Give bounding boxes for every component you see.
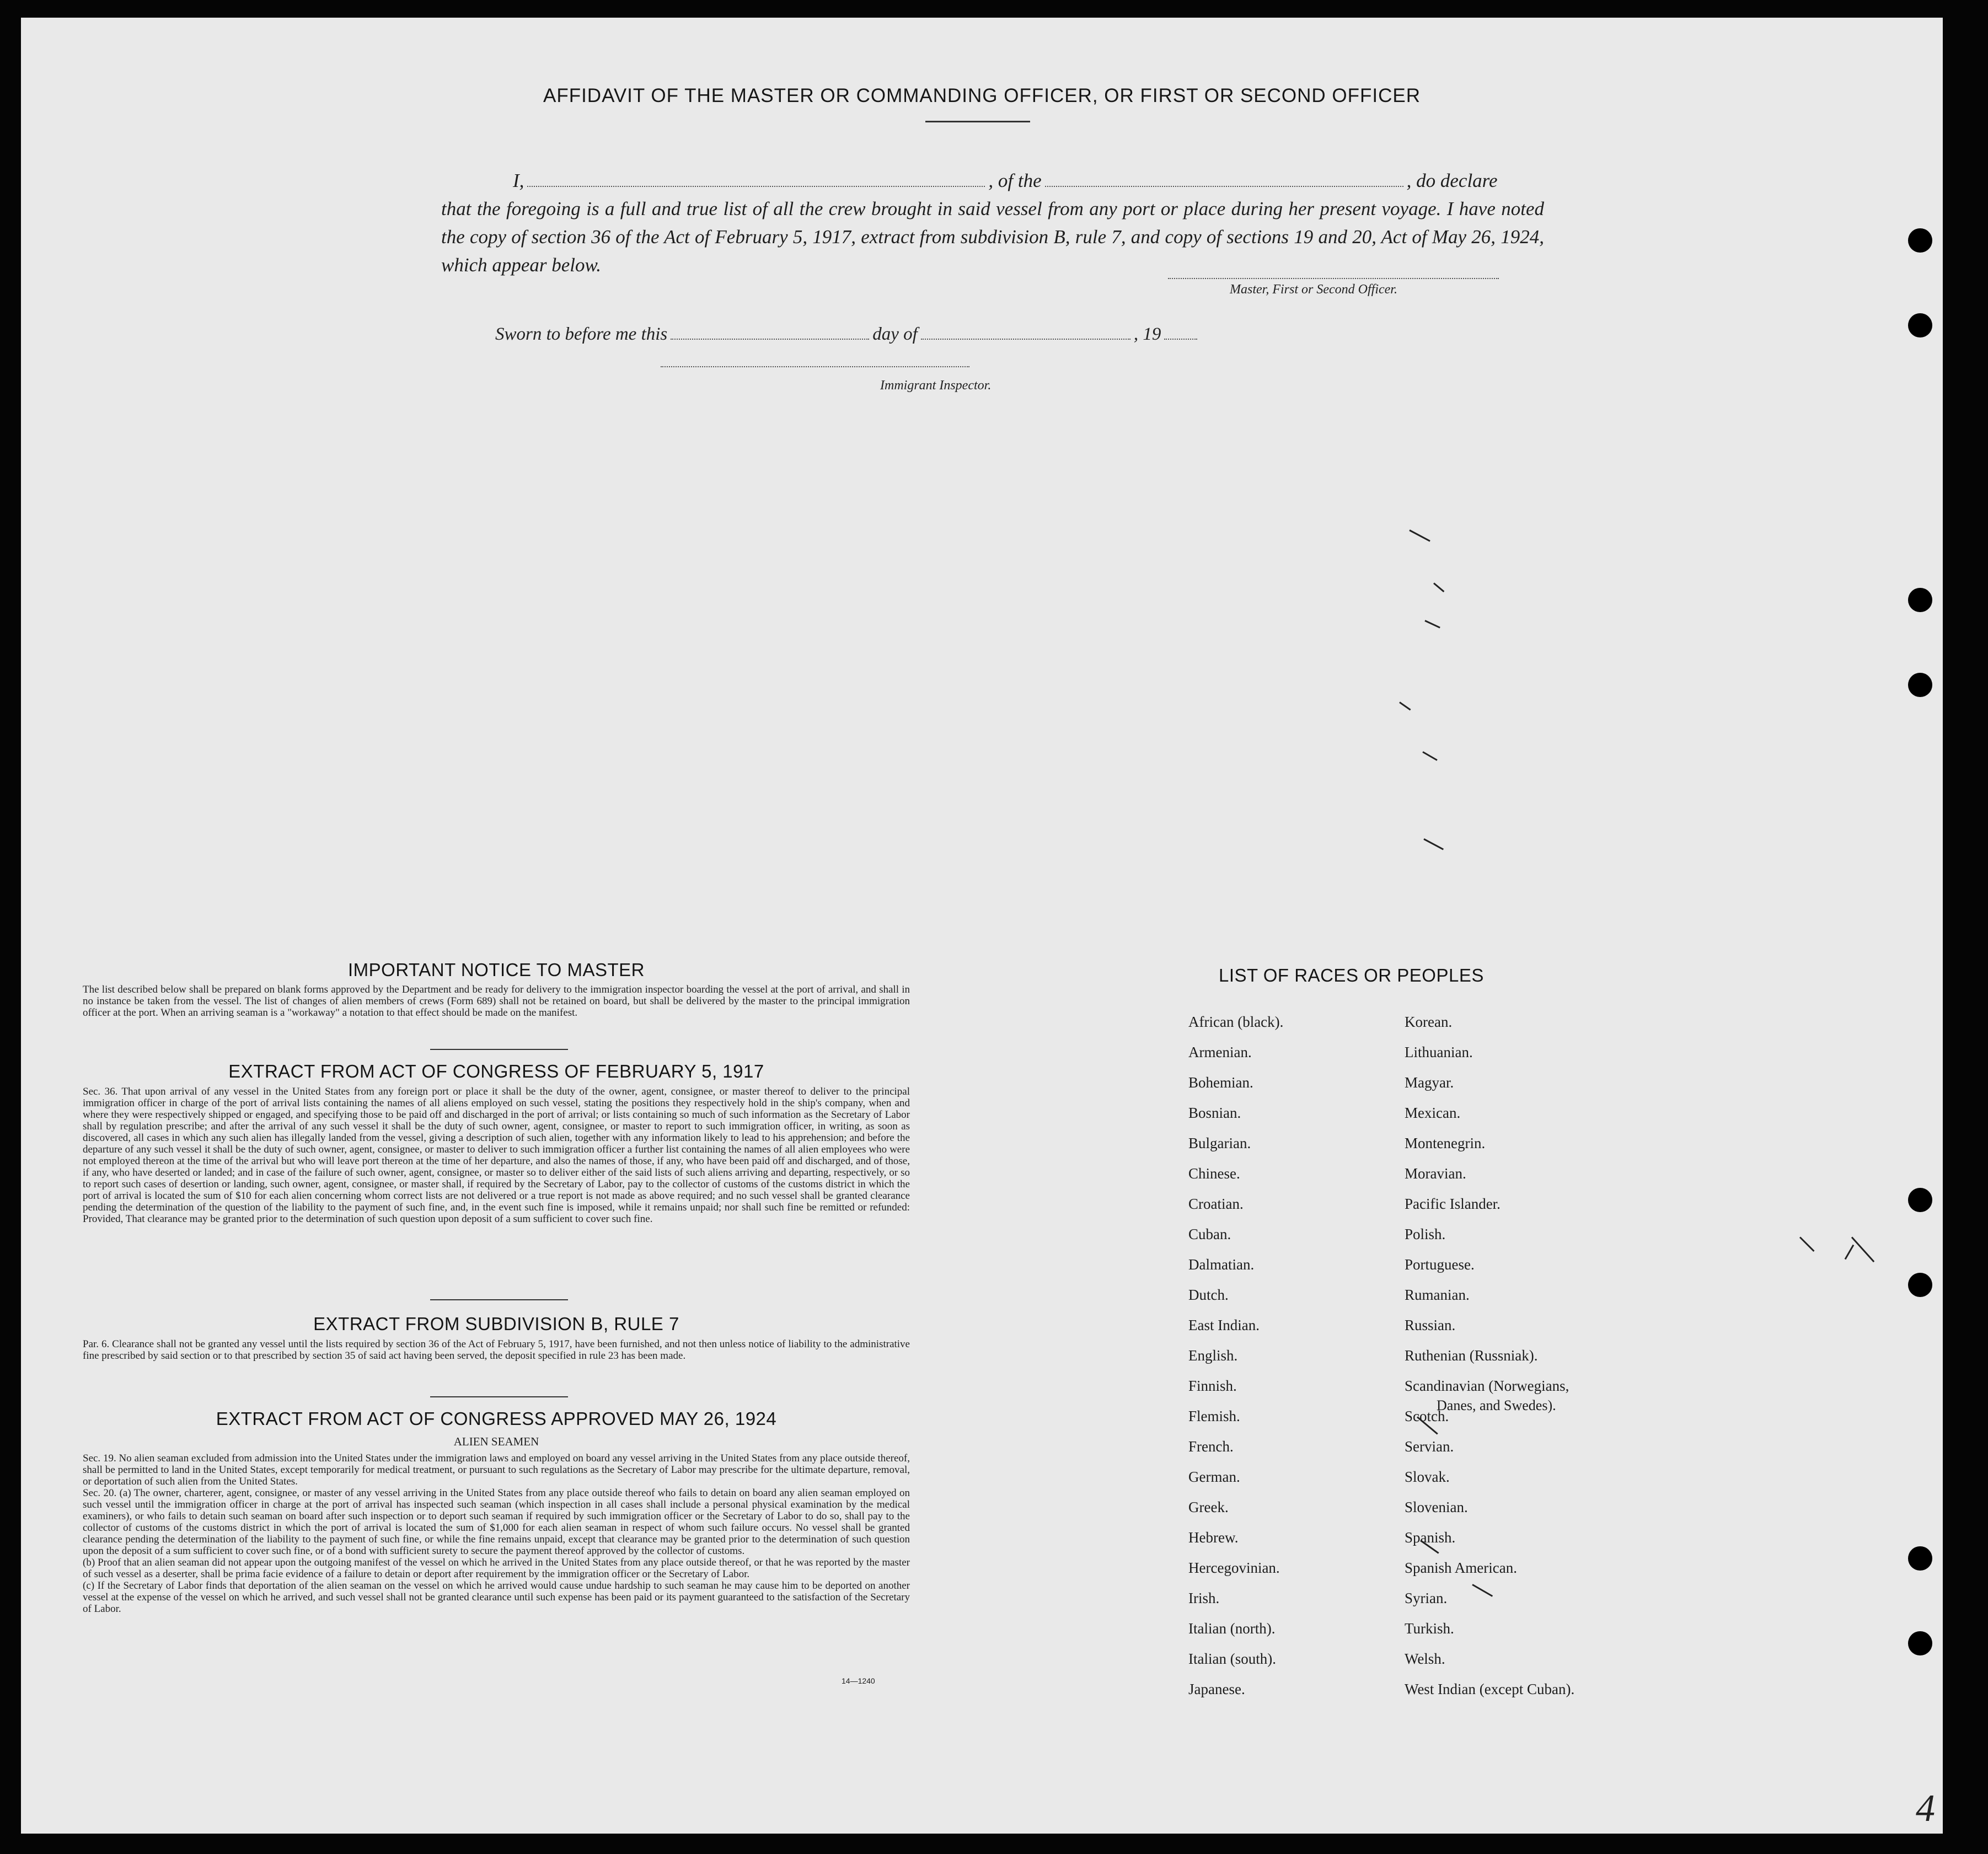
- race-item: Syrian.: [1405, 1590, 1448, 1606]
- race-item: Portuguese.: [1405, 1256, 1475, 1273]
- extract-1917-text: Sec. 36. That upon arrival of any vessel in the United States from any foreign port or place it shall be the duty of the owner, agent, consignee, or master thereof to deliver to the principal immigration officer in charge of the port of arrival lists containing the names of all aliens employed on such vessel, stating the positions they respectively hold in the ship's company, when and where they were respectively shipped or engaged, and specifying those to be paid off and discharged in the port of arrival; or lists containing so much of such information as the Secretary of Labor shall by regulation prescribe; and after the arrival of any such vessel it shall be the duty of such owner, agent, consignee, or master to report to such immigration officer, in writing, as soon as discovered, all cases in which any such alien has illegally landed from the vessel, giving a description of such alien, together with any information likely to lead to his apprehension; and before the departure of any such vessel it shall be the duty of such owner, agent, consignee, or master to deliver to such immigration officer a further list containing the names of all alien employees who were not employed thereon at the time of the arrival but who will leave port thereon at the time of her departure, and also the names of those, if any, who have been paid off and discharged, and of those, if any, who have deserted or landed; and in case of the failure of such owner, agent, consignee, or master so to deliver either of the said lists of such aliens arriving and departing, respectively, or so to report such cases of desertion or landing, such owner, agent, consignee, or master shall, if required by the Secretary of Labor, pay to the collector of customs of the customs district in which the port of arrival is located the sum of $10 for each alien concerning whom correct lists are not delivered or a true report is not made as above required; and no such vessel shall be granted clearance pending the determination of the question of the liability to the payment of such fine, and, in the event such fine is imposed, while it remains unpaid; nor shall such fine be remitted or refunded: Provided, That clearance may be granted prior to the determination of such question upon deposit of a sum sufficient to cover such fine.: [83, 1086, 910, 1225]
- race-item: Hebrew.: [1188, 1529, 1239, 1546]
- punch-hole: [1908, 1273, 1932, 1297]
- race-item: Scotch.: [1405, 1408, 1449, 1424]
- race-item: Servian.: [1405, 1438, 1454, 1455]
- race-item: Welsh.: [1405, 1651, 1445, 1667]
- extract-1924-title: EXTRACT FROM ACT OF CONGRESS APPROVED MAY 26, 1924: [216, 1408, 777, 1429]
- race-item: Croatian.: [1188, 1196, 1244, 1212]
- section-divider: [430, 1299, 568, 1300]
- extract-1917-title: EXTRACT FROM ACT OF CONGRESS OF FEBRUARY 5, 1917: [228, 1061, 764, 1081]
- race-item: Moravian.: [1405, 1165, 1466, 1182]
- race-item: Turkish.: [1405, 1620, 1454, 1637]
- pencil-mark: [1409, 529, 1430, 542]
- race-item: Mexican.: [1405, 1105, 1461, 1121]
- race-item: Rumanian.: [1405, 1287, 1470, 1303]
- race-item: Irish.: [1188, 1590, 1220, 1606]
- inspector-signature-field[interactable]: [661, 366, 969, 367]
- race-item: Scandinavian (Norwegians,: [1405, 1378, 1569, 1394]
- race-scandinavian-continued: Danes, and Swedes).: [1437, 1397, 1556, 1413]
- race-item: Finnish.: [1188, 1378, 1237, 1394]
- race-item: Korean.: [1405, 1014, 1453, 1030]
- notice-title: IMPORTANT NOTICE TO MASTER: [347, 960, 645, 980]
- punch-hole: [1908, 313, 1932, 337]
- races-title: LIST OF RACES OR PEOPLES: [1219, 965, 1484, 985]
- handwritten-page-number: 4: [1916, 1787, 1935, 1830]
- race-item: West Indian (except Cuban).: [1405, 1681, 1575, 1697]
- declare-label: , do declare: [1406, 170, 1498, 191]
- sec20a-text: Sec. 20. (a) The owner, charterer, agent, consignee, or master of any vessel arriving in the United States from any place outside thereof who fails to detain on board any alien seaman employed on such vessel until the immigration officer in charge at the port of arrival has inspected such seaman (which inspection in all cases shall include a personal physical examination by the medical examiners), or who fails to detain such seaman on board after such inspection or to deport such seaman if required by such immigration officer or the Secretary of Labor to do so, shall pay to the collector of customs of the customs district in which the port of arrival is located the sum of $1,000 for each alien seaman in respect of whom such failure occurs. No vessel shall be granted clearance pending the determination of the liability to the payment of such fine, or while the fine remains unpaid, except that clearance may be granted prior to the determination of such question upon the deposit of a sum sufficient to cover such fine, or of a bond with sufficient surety to secure the payment thereof approved by the collector of customs.: [83, 1487, 910, 1557]
- pencil-mark: [1423, 838, 1444, 850]
- race-item: French.: [1188, 1438, 1234, 1455]
- pencil-mark: [1399, 701, 1411, 710]
- race-item: Bulgarian.: [1188, 1135, 1251, 1151]
- race-item: Montenegrin.: [1405, 1135, 1486, 1151]
- race-item: Greek.: [1188, 1499, 1229, 1515]
- race-item: Italian (south).: [1188, 1651, 1276, 1667]
- declarant-label: I,: [513, 170, 524, 191]
- master-signature-label: Master, First or Second Officer.: [1230, 282, 1397, 297]
- race-item: Hercegovinian.: [1188, 1560, 1280, 1576]
- pencil-mark: [1422, 751, 1437, 761]
- race-item: Spanish.: [1405, 1529, 1456, 1546]
- sec20b-text: (b) Proof that an alien seaman did not appear upon the outgoing manifest of the vessel on which he arrived in the United States from any place outside thereof, or that he was reported by the master of such vessel as a deserter, shall be prima facie evidence of a failure to detain or deport after requirement by the immigration officer or the Secretary of Labor.: [83, 1557, 910, 1580]
- pencil-mark: [1845, 1245, 1855, 1260]
- race-item: African (black).: [1188, 1014, 1284, 1030]
- race-item: Bohemian.: [1188, 1074, 1253, 1091]
- race-item: Lithuanian.: [1405, 1044, 1473, 1060]
- sworn-day-label: day of: [872, 324, 918, 344]
- pencil-mark: [1424, 620, 1440, 628]
- race-item: Bosnian.: [1188, 1105, 1241, 1121]
- subdivision-b-text: Par. 6. Clearance shall not be granted any vessel until the lists required by section 36 of the Act of February 5, 1917, have been furnished, and not then unless notice of liability to the administrative fine prescribed by said section or to that prescribed by section 35 of said act having been served, the deposit specified in rule 23 has been made.: [83, 1338, 910, 1362]
- sec20c-text: (c) If the Secretary of Labor finds that deportation of the alien seaman on the vessel on which he arrived would cause undue hardship to such seaman he may cause him to be deported on another vessel at the expense of the vessel on which he arrived, and such vessel shall not be granted clearance until such expense has been paid or its payment guaranteed to the satisfaction of the Secretary of Labor.: [83, 1580, 910, 1615]
- master-signature-field[interactable]: [1168, 278, 1499, 279]
- race-item: Dutch.: [1188, 1287, 1229, 1303]
- pencil-mark: [1799, 1236, 1815, 1252]
- sworn-prefix: Sworn to before me this: [495, 324, 668, 344]
- race-item: English.: [1188, 1347, 1238, 1364]
- race-item: German.: [1188, 1469, 1240, 1485]
- punch-hole: [1908, 228, 1932, 253]
- inspector-signature-label: Immigrant Inspector.: [880, 378, 992, 393]
- punch-hole: [1908, 1546, 1932, 1571]
- race-item: Magyar.: [1405, 1074, 1454, 1091]
- extract-1924-body: [83, 1453, 910, 1615]
- sworn-year-label: , 19: [1133, 324, 1161, 344]
- punch-hole: [1908, 1631, 1932, 1655]
- sworn-year-field[interactable]: [1164, 339, 1197, 340]
- affidavit-title: AFFIDAVIT OF THE MASTER OR COMMANDING OFFICER, OR FIRST OR SECOND OFFICER: [543, 85, 1421, 106]
- race-item: Chinese.: [1188, 1165, 1240, 1182]
- race-item: Japanese.: [1188, 1681, 1245, 1697]
- race-item: Ruthenian (Russniak).: [1405, 1347, 1538, 1364]
- punch-hole: [1908, 673, 1932, 697]
- document-page: [21, 18, 1943, 1834]
- race-item: Russian.: [1405, 1317, 1456, 1333]
- pencil-mark: [1851, 1236, 1874, 1262]
- notice-text: The list described below shall be prepared on blank forms approved by the Department and be ready for delivery to the immigration inspector boarding the vessel at the port of arrival, and shall in no instance be taken from the vessel. The list of changes of alien members of crews (Form 689) shall not be retained on board, but shall be delivered by the master to the principal immigration officer at the port. When an arriving seaman is a "workaway" a notation to that effect should be made on the manifest.: [83, 984, 910, 1019]
- section-divider: [430, 1396, 568, 1397]
- declaration-line: [441, 167, 1544, 195]
- form-number: 14—1240: [842, 1676, 875, 1685]
- affidavit-declaration: [441, 167, 1544, 279]
- vessel-label: , of the: [988, 170, 1042, 191]
- sworn-month-field[interactable]: [921, 339, 1130, 340]
- race-item: Spanish American.: [1405, 1560, 1517, 1576]
- declarant-name-field[interactable]: [527, 186, 985, 187]
- punch-hole: [1908, 588, 1932, 612]
- race-item: Italian (north).: [1188, 1620, 1276, 1637]
- race-item: Dalmatian.: [1188, 1256, 1255, 1273]
- race-item: East Indian.: [1188, 1317, 1260, 1333]
- sec19-text: Sec. 19. No alien seaman excluded from admission into the United States under the immigration laws and employed on board any vessel arriving in the United States from any place outside thereof, shall be permitted to land in the United States, except temporarily for medical treatment, or pursuant to such regulations as the Secretary of Labor may prescribe for the ultimate departure, removal, or deportation of such alien from the United States.: [83, 1453, 910, 1487]
- vessel-name-field[interactable]: [1045, 186, 1403, 187]
- race-item: Slovenian.: [1405, 1499, 1468, 1515]
- title-divider: [925, 121, 1030, 122]
- section-divider: [430, 1049, 568, 1050]
- race-item: Flemish.: [1188, 1408, 1240, 1424]
- pencil-mark: [1433, 582, 1444, 592]
- race-item: Cuban.: [1188, 1226, 1231, 1242]
- race-item: Slovak.: [1405, 1469, 1450, 1485]
- affidavit-body: that the foregoing is a full and true list of all the crew brought in said vessel from any port or place during her present voyage. I have noted the copy of section 36 of the Act of February 5, 1917, extract from subdivision B, rule 7, and copy of sections 19 and 20, Act of May 26, 1924, which appear below.: [441, 198, 1544, 276]
- sworn-day-field[interactable]: [671, 339, 869, 340]
- subdivision-b-title: EXTRACT FROM SUBDIVISION B, RULE 7: [313, 1314, 679, 1334]
- race-item: Polish.: [1405, 1226, 1446, 1242]
- race-item: Pacific Islander.: [1405, 1196, 1501, 1212]
- pencil-mark: [1472, 1584, 1493, 1597]
- extract-1924-subtitle: ALIEN SEAMEN: [453, 1435, 539, 1448]
- race-item: Armenian.: [1188, 1044, 1252, 1060]
- punch-hole: [1908, 1188, 1932, 1212]
- sworn-line: [495, 324, 1201, 345]
